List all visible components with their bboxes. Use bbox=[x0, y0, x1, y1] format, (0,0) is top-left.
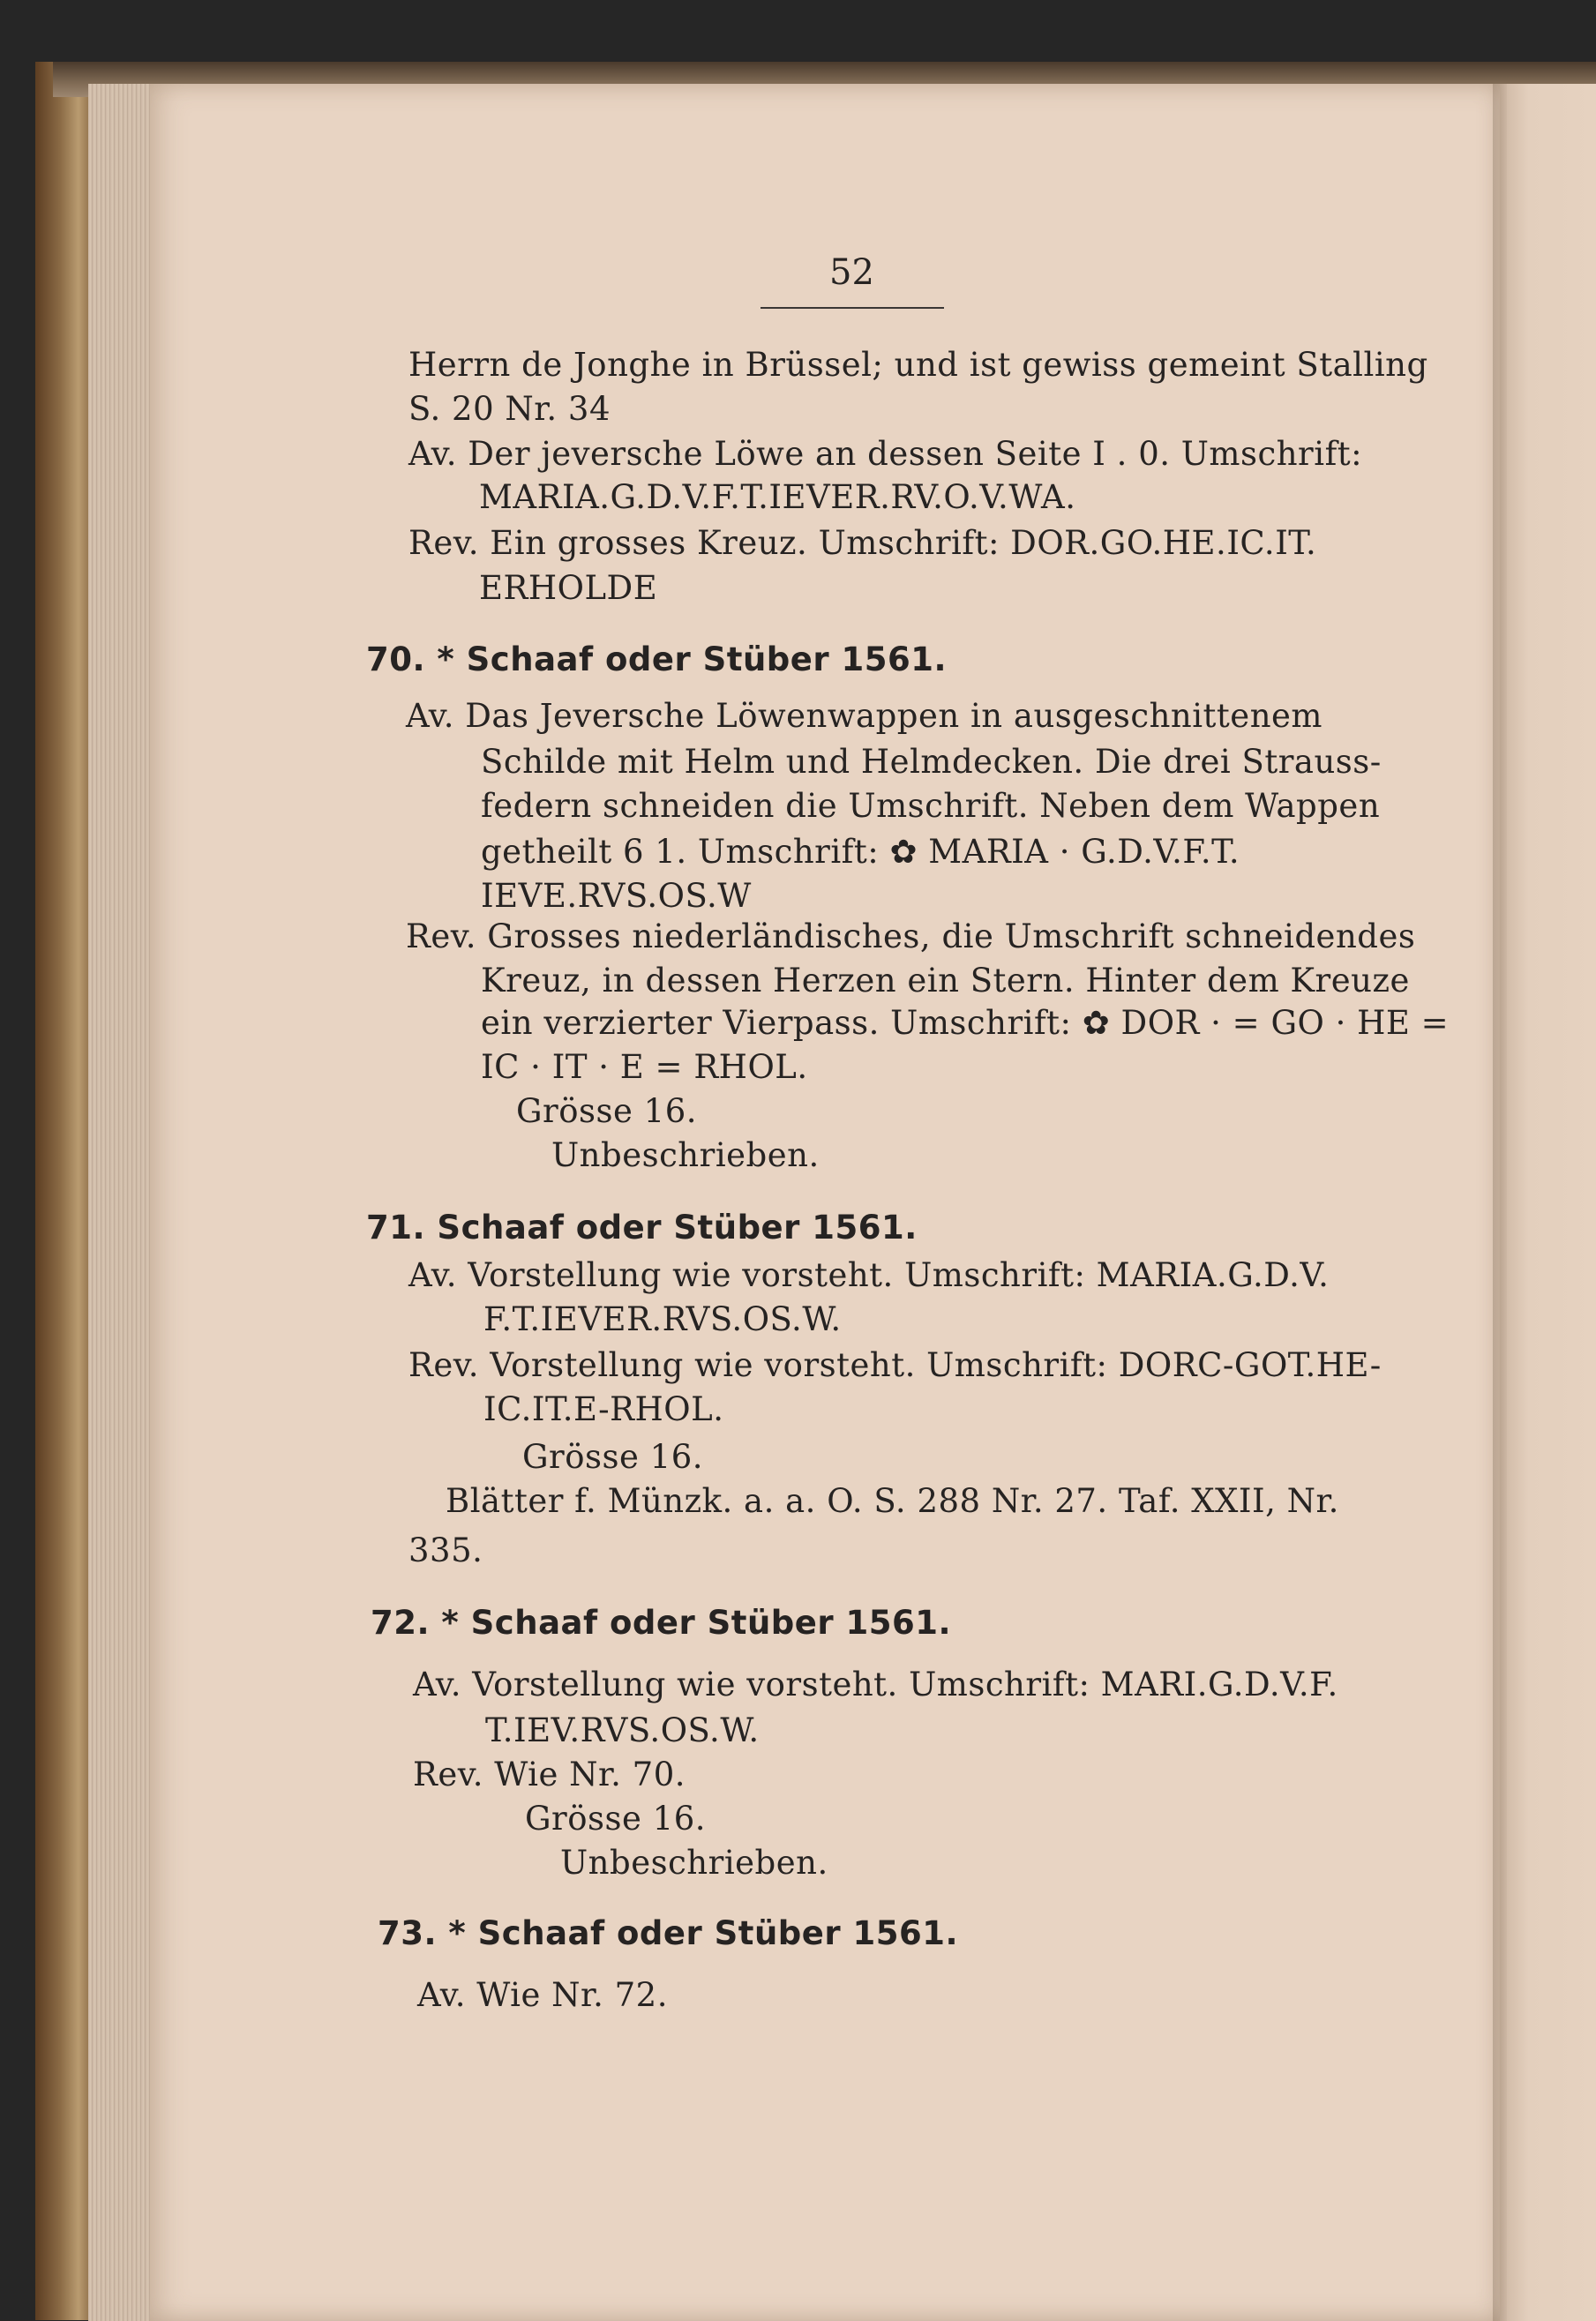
text-line: Kreuz, in dessen Herzen ein Stern. Hinter dem Kreuze bbox=[481, 962, 1410, 1000]
text-line: S. 20 Nr. 34 bbox=[408, 390, 611, 428]
entry-heading: 73. * Schaaf oder Stüber 1561. bbox=[378, 1914, 959, 1952]
text-line: federn schneiden die Umschrift. Neben dem Wappen bbox=[481, 787, 1381, 825]
facing-page-edge bbox=[1500, 84, 1596, 2321]
text-line: MARIA.G.D.V.F.T.IEVER.RV.O.V.WA. bbox=[479, 478, 1076, 516]
text-line: IC · IT · E = RHOL. bbox=[481, 1048, 808, 1086]
text-line: F.T.IEVER.RVS.OS.W. bbox=[483, 1300, 842, 1338]
text-line: Av. Wie Nr. 72. bbox=[417, 1976, 668, 2014]
text-line: Grösse 16. bbox=[522, 1438, 703, 1476]
text-line: Av. Das Jeversche Löwenwappen in ausgeschnittenem bbox=[406, 697, 1323, 735]
text-line: 335. bbox=[408, 1531, 483, 1569]
page-stack-edge bbox=[88, 84, 159, 2321]
text-line: getheilt 6 1. Umschrift: ✿ MARIA · G.D.V.F.T. bbox=[481, 833, 1240, 871]
text-line: Av. Vorstellung wie vorsteht. Umschrift: MARIA.G.D.V. bbox=[408, 1256, 1330, 1294]
text-line: IC.IT.E-RHOL. bbox=[483, 1390, 724, 1428]
text-line: Unbeschrieben. bbox=[551, 1136, 820, 1174]
text-line: Herrn de Jonghe in Brüssel; und ist gewiss gemeint Stalling bbox=[408, 346, 1428, 384]
text-line: Blätter f. Münzk. a. a. O. S. 288 Nr. 27. Taf. XXII, Nr. bbox=[446, 1482, 1339, 1520]
text-line: Rev. Wie Nr. 70. bbox=[413, 1756, 686, 1793]
text-line: ERHOLDE bbox=[479, 569, 658, 607]
text-line: Rev. Vorstellung wie vorsteht. Umschrift: DORC-GOT.HE- bbox=[408, 1346, 1382, 1384]
text-line: Av. Der jeversche Löwe an dessen Seite I . 0. Umschrift: bbox=[408, 435, 1363, 473]
text-line: Schilde mit Helm und Helmdecken. Die drei Strauss- bbox=[481, 743, 1382, 781]
page-number: 52 bbox=[829, 252, 874, 293]
text-line: IEVE.RVS.OS.W bbox=[481, 877, 752, 915]
text-line: T.IEV.RVS.OS.W. bbox=[485, 1711, 760, 1749]
text-line: Rev. Ein grosses Kreuz. Umschrift: DOR.GO.HE.IC.IT. bbox=[408, 524, 1317, 562]
text-line: Grösse 16. bbox=[516, 1092, 697, 1130]
header-rule bbox=[761, 307, 944, 309]
entry-heading: 71. Schaaf oder Stüber 1561. bbox=[366, 1209, 918, 1247]
text-line: Av. Vorstellung wie vorsteht. Umschrift: MARI.G.D.V.F. bbox=[413, 1666, 1338, 1703]
book-page bbox=[150, 84, 1500, 2321]
entry-heading: 72. * Schaaf oder Stüber 1561. bbox=[371, 1604, 952, 1642]
page-gutter bbox=[1493, 84, 1507, 2321]
text-line: Grösse 16. bbox=[525, 1800, 706, 1838]
text-line: Unbeschrieben. bbox=[560, 1844, 828, 1882]
text-line: Rev. Grosses niederländisches, die Umschrift schneidendes bbox=[406, 917, 1416, 955]
text-line: ein verzierter Vierpass. Umschrift: ✿ DOR · = GO · HE = bbox=[481, 1004, 1450, 1042]
entry-heading: 70. * Schaaf oder Stüber 1561. bbox=[366, 640, 948, 678]
